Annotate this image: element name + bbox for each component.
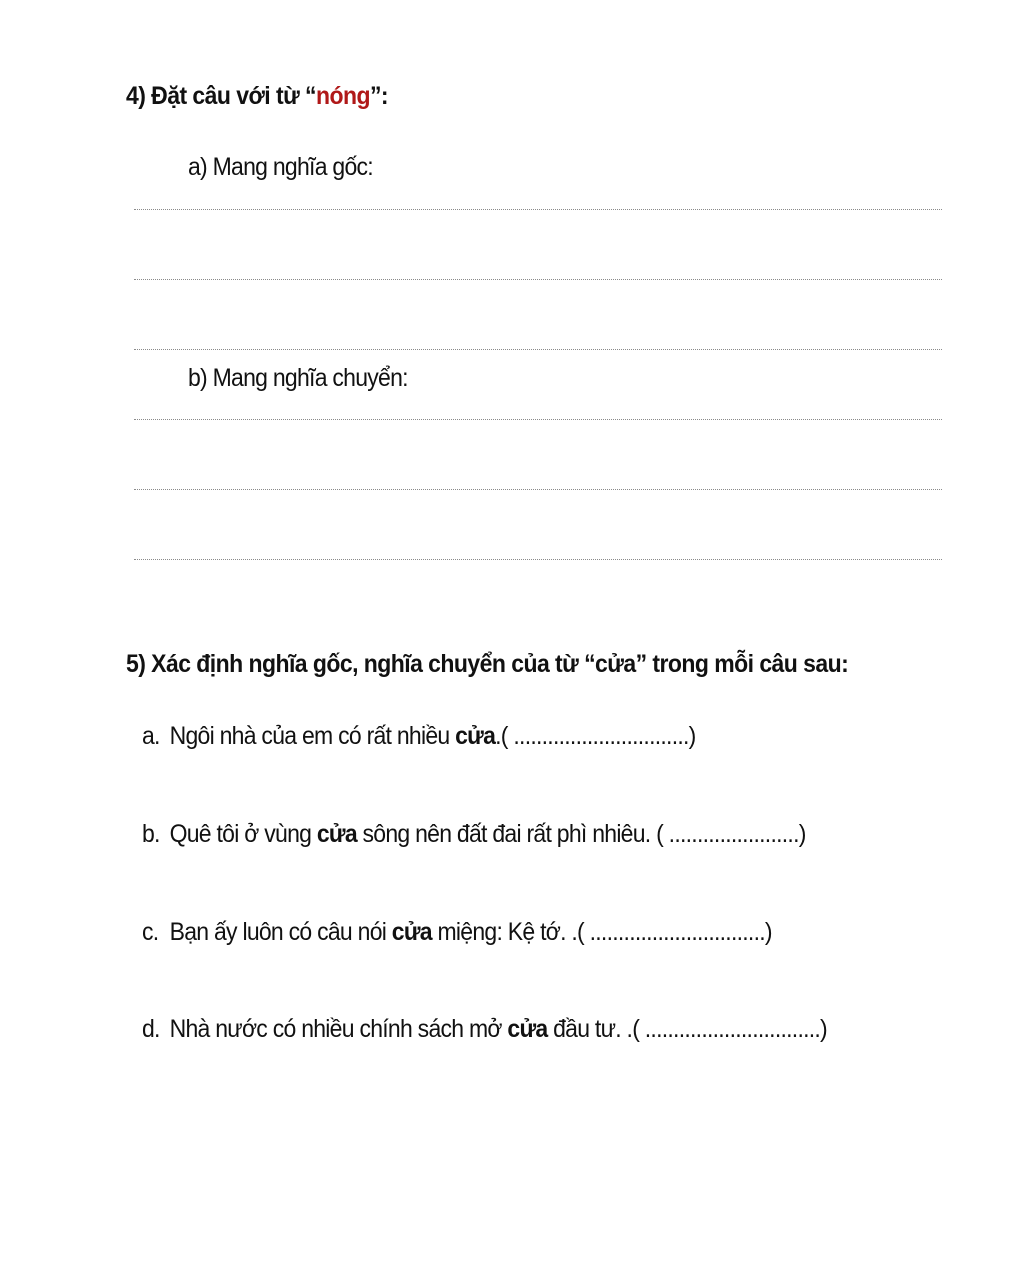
item-answer-blank: đầu tư. .( ...............................) bbox=[547, 1015, 827, 1043]
question-4-keyword: nóng bbox=[315, 82, 370, 110]
item-text: Nhà nước có nhiều chính sách mở bbox=[169, 1015, 508, 1043]
question-4-part-b-label: b) Mang nghĩa chuyển: bbox=[188, 364, 408, 392]
item-text: Quê tôi ở vùng bbox=[169, 820, 317, 848]
answer-line-b3 bbox=[134, 559, 942, 560]
item-answer-blank: .( ...............................) bbox=[495, 722, 696, 750]
answer-line-a3 bbox=[134, 349, 942, 350]
answer-line-b1 bbox=[134, 419, 942, 420]
question-5-item-a bbox=[142, 722, 696, 751]
item-keyword: cửa bbox=[316, 820, 357, 848]
question-4-title-prefix: 4) Đặt câu với từ “ bbox=[126, 82, 316, 110]
item-marker: a. bbox=[142, 722, 160, 750]
item-text: Bạn ấy luôn có câu nói bbox=[169, 918, 392, 946]
item-text: Ngôi nhà của em có rất nhiều bbox=[169, 722, 456, 750]
item-keyword: cửa bbox=[391, 918, 432, 946]
question-5-item-c bbox=[142, 918, 772, 947]
answer-line-b2 bbox=[134, 489, 942, 490]
answer-line-a2 bbox=[134, 279, 942, 280]
question-4-title bbox=[126, 82, 388, 111]
item-answer-blank: sông nên đất đai rất phì nhiêu. ( .......................) bbox=[356, 820, 806, 848]
question-4-part-a-label: a) Mang nghĩa gốc: bbox=[188, 153, 373, 181]
question-5-item-d bbox=[142, 1015, 827, 1044]
question-4-title-suffix: ”: bbox=[369, 82, 389, 110]
item-keyword: cửa bbox=[507, 1015, 548, 1043]
item-marker: c. bbox=[142, 918, 159, 946]
item-marker: d. bbox=[142, 1015, 160, 1043]
item-keyword: cửa bbox=[455, 722, 496, 750]
item-marker: b. bbox=[142, 820, 160, 848]
question-5-title: 5) Xác định nghĩa gốc, nghĩa chuyển của từ “cửa” trong mỗi câu sau: bbox=[126, 650, 849, 678]
question-5-item-b bbox=[142, 820, 806, 849]
answer-line-a1 bbox=[134, 209, 942, 210]
item-answer-blank: miệng: Kệ tớ. .( ...............................) bbox=[431, 918, 772, 946]
